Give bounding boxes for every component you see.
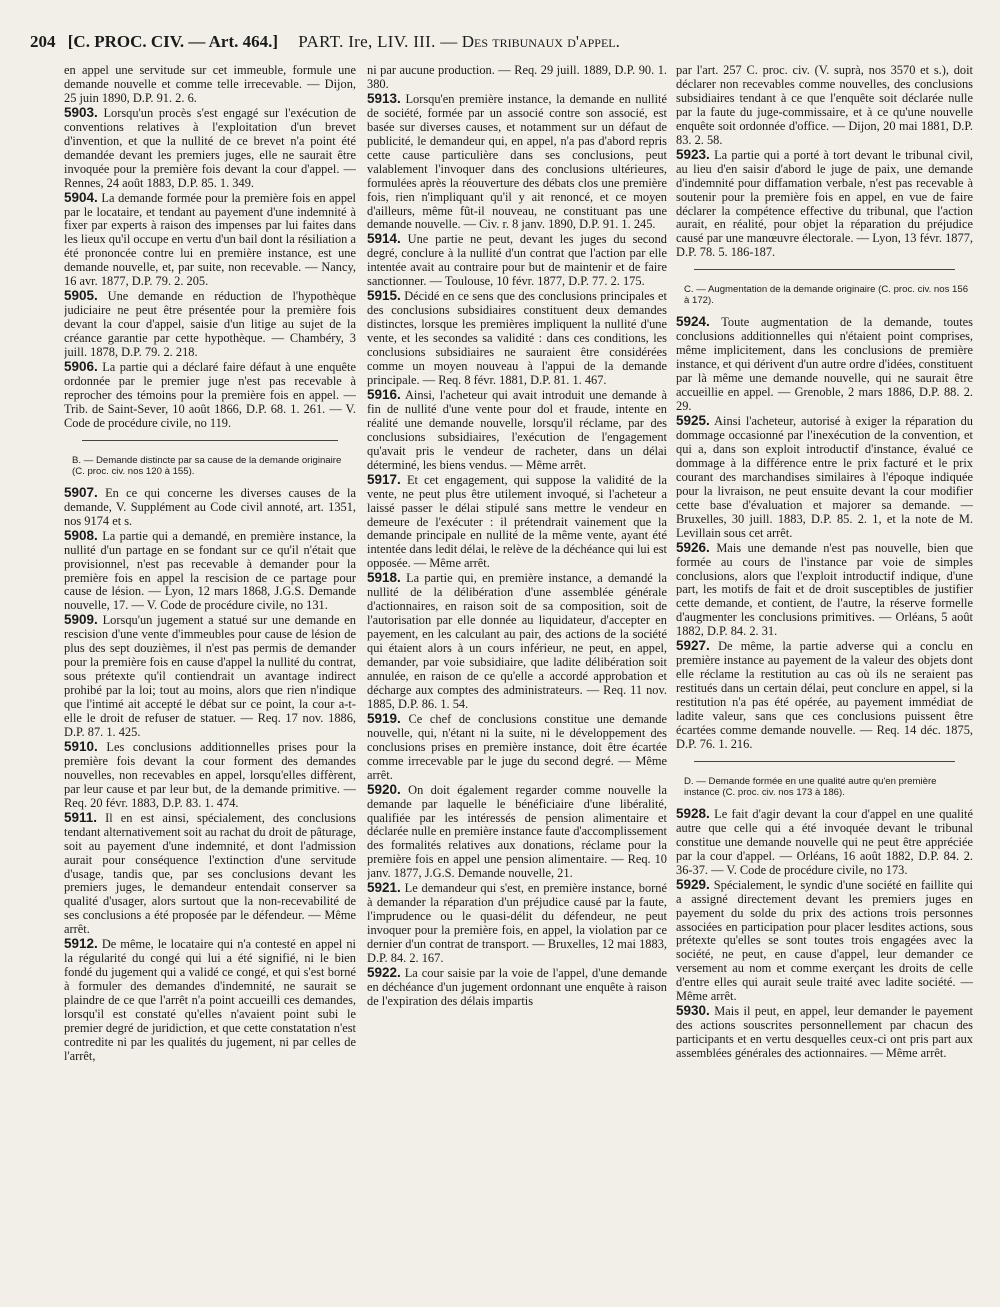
paragraph-number: 5926. bbox=[676, 539, 710, 555]
paragraph-list bbox=[676, 148, 973, 261]
paragraph-text: Il en est ainsi, spécialement, des conclusions tendant alternativement soit au rachat du droit de pâturage, soit au payement d'une indemnité, et dont l'admission aurait pour conséquence l'extinction d'une servitude d'usage, tandis que, par ses conclusions devant les premiers juges, le demandeur entendait conserver sa qualité d'usager, alors surtout que la non-recevabilité de ses conclusions a été proposée par le défendeur. — Même arrêt. bbox=[64, 810, 356, 937]
numbered-paragraph bbox=[676, 807, 973, 878]
paragraph-list bbox=[64, 486, 356, 1064]
numbered-paragraph bbox=[676, 639, 973, 752]
paragraph-list bbox=[676, 315, 973, 752]
numbered-paragraph bbox=[676, 1004, 973, 1061]
paragraph-number: 5908. bbox=[64, 527, 98, 543]
paragraph-text: La partie qui a déclaré faire défaut à une enquête ordonnée par le premier juge n'est pas recevable à reprocher des témoins pour la première fois en appel. — Trib. de Saint-Sever, 10 août 1866, D.P. 68. 1. 261. — V. Code de procédure civile, no 119. bbox=[64, 360, 356, 430]
paragraph-text: Toute augmentation de la demande, toutes conclusions additionnelles qui n'étaient point comprises, même implicitement, dans les conclusions de première instance, et qui dérivent d'un autre ordre d'idées, constituent par là même une demande nouvelle, qui ne saurait être accueillie en appel. — Grenoble, 2 mars 1886, D.P. 88. 2. 29. bbox=[676, 315, 973, 414]
numbered-paragraph bbox=[367, 473, 667, 572]
paragraph-text: De même, le locataire qui n'a contesté en appel ni la régularité du congé qui lui a été signifié, ni le bien fondé du jugement qui a validé ce congé, et qui s'est borné à formuler des demandes d'indemnité, ne saurait se plaindre de ce que l'arrêt n'a point accueilli ces demandes, lorsqu'il est constaté qu'elles n'avaient point subi le premier degré de juridiction, et que cette constatation n'est contredite ni par les qualités du jugement, ni par celles de l'arrêt, bbox=[64, 937, 356, 1063]
paragraph-number: 5923. bbox=[676, 146, 710, 162]
page-number: 204 bbox=[30, 32, 56, 51]
paragraph-number: 5930. bbox=[676, 1003, 710, 1019]
paragraph-number: 5907. bbox=[64, 484, 98, 500]
numbered-paragraph bbox=[367, 881, 667, 966]
paragraph-number: 5924. bbox=[676, 314, 710, 330]
paragraph-number: 5909. bbox=[64, 612, 98, 628]
paragraph-number: 5928. bbox=[676, 805, 710, 821]
paragraph-text: Le demandeur qui s'est, en première instance, borné à demander la réparation d'un préjudice causé par la faute, l'imprudence ou le quasi-délit du défendeur, ne peut invoquer pour la première fois, en appel, la violation par ce dernier d'un contrat de transport. — Bruxelles, 12 mai 1883, D.P. 84. 2. 167. bbox=[367, 881, 667, 966]
numbered-paragraph bbox=[676, 315, 973, 414]
numbered-paragraph bbox=[64, 740, 356, 811]
paragraph-text: Le fait d'agir devant la cour d'appel en une qualité autre que celle qui a été invoquée devant le tribunal constitue une demande nouvelle qui ne peut être appréciée par la cour d'appel. — Orléans, 16 août 1882, D.P. 84. 2. 36-37. — V. Code de procédure civile, no 173. bbox=[676, 806, 973, 877]
numbered-paragraph bbox=[64, 106, 356, 191]
paragraph-text: En ce qui concerne les diverses causes de la demande, V. Supplément au Code civil annoté, art. 1351, nos 9174 et s. bbox=[64, 485, 356, 528]
paragraph-text: Ainsi, l'acheteur qui avait introduit une demande à fin de nullité d'une vente pour dol et fraude, intente en réalité une demande nouvelle, lorsqu'il réclame, par des conclusions subsidiaires, l'exécution de l'engagement qu'avait pris le vendeur de racheter, dans un délai déterminé, les biens vendus. — Même arrêt. bbox=[367, 387, 667, 472]
paragraph-number: 5920. bbox=[367, 781, 401, 797]
numbered-paragraph bbox=[367, 783, 667, 882]
paragraph-text: La cour saisie par la voie de l'appel, d'une demande en déchéance d'un jugement ordonnant une enquête à raison de l'expiration des délais impartis bbox=[367, 966, 667, 1008]
paragraph-text: Les conclusions additionnelles prises pour la première fois devant la cour forment des demandes nouvelles, non recevables en appel, lorsqu'elles diffèrent, par leur cause et par leur but, de la demande primitive. — Req. 20 févr. 1883, D.P. 83. 1. 474. bbox=[64, 739, 356, 810]
numbered-paragraph bbox=[64, 811, 356, 938]
paragraph-number: 5903. bbox=[64, 104, 98, 120]
paragraph-text: Une partie ne peut, devant les juges du second degré, conclure à la nullité d'un contrat que l'action par elle intentée avait au contraire pour but de maintenir et de faire sanctionner. — Toulouse, 10 févr. 1877, D.P. 77. 2. 175. bbox=[367, 232, 667, 289]
paragraph-number: 5915. bbox=[367, 288, 401, 304]
numbered-paragraph bbox=[676, 148, 973, 261]
paragraph-number: 5914. bbox=[367, 231, 401, 247]
paragraph-text: La partie qui, en première instance, a demandé la nullité de la délibération d'une assemblée générale d'actionnaires, en raison soit de sa composition, soit de l'autorisation par elle donnée au liquidateur, d'accepter en payement, en les calculant au pair, des actions de la société qui étaient alors à un cours inférieur, ne peut, en appel, demander, par voie subsidiaire, que ladite délibération soit annulée, en raison de ce qu'elle a accordé approbation et décharge aux comptes des administrateurs. — Req. 11 nov. 1885, D.P. 86. 1. 54. bbox=[367, 571, 667, 711]
paragraph-list bbox=[367, 92, 667, 1009]
running-title: Des tribunaux d'appel. bbox=[461, 32, 620, 51]
paragraph-number: 5925. bbox=[676, 413, 710, 429]
paragraph-text: Et cet engagement, qui suppose la validité de la vente, ne peut plus être utilement invoqué, si l'acheteur a laissé passer le délai stipulé sans mettre le vendeur en demeure de l'exécuter : il prétendrait vainement que la demande principale en nullité de la même vente, ayant été intentée dans ledit délai, le relève de la déchéance qui lui est opposée. — Même arrêt. bbox=[367, 472, 667, 571]
paragraph-text: Ce chef de conclusions constitue une demande nouvelle, qui, n'étant ni la suite, ni le développement des conclusions prises en première instance, doit être écartée comme irrecevable par le juge du second degré. — Même arrêt. bbox=[367, 711, 667, 782]
paragraph-text: Décidé en ce sens que des conclusions principales et des conclusions subsidiaires constituent deux demandes distinctes, lorsque les premières impliquent la nullité d'une vente, et les secondes sa validité : dans ces conditions, les conclusions subsidiaires ne sauraient être considérées comme un moyen nouveau à l'appui de la demande principale. — Req. 8 févr. 1881, D.P. 81. 1. 467. bbox=[367, 289, 667, 387]
numbered-paragraph bbox=[64, 486, 356, 529]
paragraph-number: 5919. bbox=[367, 710, 401, 726]
section-heading-b: B. — Demande distincte par sa cause de la demande originaire (C. proc. civ. nos 120 à 155). bbox=[72, 454, 342, 477]
paragraph-number: 5911. bbox=[64, 809, 98, 825]
paragraph-text: La demande formée pour la première fois en appel par le locataire, et tendant au payement d'une indemnité à fixer par experts à raison des impenses par lui faites dans les lieux qu'il occupe en vertu d'un bail dont la résiliation a été prononcée contre lui en première instance, est une demande nouvelle, et, par suite, non recevable. — Nancy, 16 avr. 1877, D.P. 79. 2. 205. bbox=[64, 190, 356, 289]
paragraph-text: La partie qui a porté à tort devant le tribunal civil, au lieu d'en saisir d'abord le juge de paix, une demande d'indemnité pour diffamation verbale, n'est pas recevable à soutenir pour la première fois en appel, en vue de faire déclarer la compétence effective du tribunal, que l'action aurait, en réalité, pour objet la réparation du préjudice causé par une manœuvre électorale. — Lyon, 13 févr. 1877, D.P. 78. 5. 186-187. bbox=[676, 147, 973, 260]
paragraph-number: 5922. bbox=[367, 965, 401, 980]
paragraph-text: On doit également regarder comme nouvelle la demande par laquelle le bénéficiaire d'une libéralité, qualifiée par les intéressés de pension alimentaire et déclarée nulle en première instance faute d'accomplissement des formalités relatives aux donations, réclame pour la première fois en appel une pension alimentaire. — Req. 10 janv. 1877, J.G.S. Demande nouvelle, 21. bbox=[367, 782, 667, 881]
numbered-paragraph bbox=[367, 92, 667, 233]
paragraph-text: La partie qui a demandé, en première instance, la nullité d'un partage en se fondant sur ce qu'il n'était que provisionnel, n'est pas recevable à demander pour la première fois en appel la rescision de ce partage pour cause de lésion. — Lyon, 12 mars 1868, J.G.S. Demande nouvelle, 17. — V. Code de procédure civile, no 131. bbox=[64, 528, 356, 613]
paragraph-number: 5917. bbox=[367, 471, 401, 487]
section-heading-c: C. — Augmentation de la demande originaire (C. proc. civ. nos 156 à 172). bbox=[684, 284, 969, 307]
paragraph-text: Lorsqu'un jugement a statué sur une demande en rescision d'une vente d'immeubles pour cause de lésion de plus des sept douzièmes, il n'est pas permis de demander pour la première fois en cause d'appel la nullité du contrat, sous prétexte qu'il contiendrait un avantage indirect prohibé par la loi; tout au moins, alors que rien n'indique que l'intimé ait accepté le débat sur ce point, la cour a-t-elle le droit de refuser de statuer. — Req. 17 nov. 1886, D.P. 87. 1. 425. bbox=[64, 613, 356, 739]
section-divider bbox=[694, 761, 955, 762]
paragraph-number: 5910. bbox=[64, 738, 98, 754]
article-reference: [C. PROC. CIV. — Art. 464.] bbox=[67, 32, 279, 51]
section-heading-d: D. — Demande formée en une qualité autre qu'en première instance (C. proc. civ. nos 173 à 186). bbox=[684, 775, 937, 798]
numbered-paragraph bbox=[367, 571, 667, 712]
numbered-paragraph bbox=[367, 289, 667, 388]
numbered-paragraph bbox=[367, 966, 667, 1009]
numbered-paragraph bbox=[64, 529, 356, 614]
paragraph-list bbox=[676, 807, 973, 1061]
continuation-text: par l'art. 257 C. proc. civ. (V. suprà, nos 3570 et s.), doit déclarer non recevables comme nouvelles, des conclusions subsidiaires tendant à ce que l'enquête soit déclarée nulle par la faute du juge-commissaire, et à ce qu'une nouvelle enquête soit ordonnée d'office. — Dijon, 20 mai 1881, D.P. 83. 2. 58. bbox=[676, 64, 973, 147]
page-header bbox=[30, 32, 970, 54]
section-divider bbox=[82, 440, 338, 441]
paragraph-number: 5905. bbox=[64, 288, 98, 304]
text-column-3 bbox=[676, 64, 973, 1296]
continuation-text: ni par aucune production. — Req. 29 juill. 1889, D.P. 90. 1. 380. bbox=[367, 64, 667, 91]
numbered-paragraph bbox=[64, 937, 356, 1064]
text-column-2 bbox=[367, 64, 667, 1296]
continuation-text: en appel une servitude sur cet immeuble, formule une demande nouvelle et comme telle irrecevable. — Dijon, 25 juin 1890, D.P. 91. 2. 6. bbox=[64, 64, 356, 105]
numbered-paragraph bbox=[64, 289, 356, 360]
paragraph-number: 5918. bbox=[367, 570, 401, 586]
numbered-paragraph bbox=[676, 414, 973, 541]
paragraph-number: 5906. bbox=[64, 359, 98, 375]
section-divider bbox=[694, 269, 955, 270]
numbered-paragraph bbox=[676, 541, 973, 640]
paragraph-number: 5904. bbox=[64, 189, 98, 205]
numbered-paragraph bbox=[367, 712, 667, 783]
paragraph-text: Ainsi l'acheteur, autorisé à exiger la réparation du dommage occasionné par l'inexécution de la convention, et qui a, dans son exploit introductif d'instance, évalué ce dommage à la différence entre le prix facturé et le prix courant des marchandises similaires à l'époque indiquée pour la livraison, ne peut ensuite devant la cour modifier cette base d'évaluation et majorer sa demande. — Bruxelles, 30 juill. 1883, D.P. 85. 2. 1, et la note de M. Levillain sous cet arrêt. bbox=[676, 414, 973, 540]
paragraph-number: 5912. bbox=[64, 936, 98, 952]
paragraph-text: Mais une demande n'est pas nouvelle, bien que formée au cours de l'instance par voie de simples conclusions, alors que l'exploit introductif indique, d'une part, les motifs de fait et de droit susceptibles de justifier cette demande, et contient, de l'autre, la réserve formelle d'augmenter les conclusions primitives. — Orléans, 5 août 1882, D.P. 84. 2. 31. bbox=[676, 540, 973, 639]
paragraph-number: 5916. bbox=[367, 386, 401, 402]
paragraph-text: Spécialement, le syndic d'une société en faillite qui a assigné directement devant les premiers juges en payement du solde du prix des actions trois personnes associées en participation pour placer lesdites actions, sous prétexte qu'elles se sont toutes trois engagées avec la société, ne peut, en cause d'appel, leur demander ce versement au nom et comme exerçant les droits de celle d'entre elles qui aurait seule traité avec ladite société. — Même arrêt. bbox=[676, 877, 973, 1004]
text-column-1 bbox=[64, 64, 356, 1296]
numbered-paragraph bbox=[64, 191, 356, 290]
numbered-paragraph bbox=[64, 613, 356, 740]
paragraph-text: De même, la partie adverse qui a conclu en première instance au payement de la valeur des objets dont elle réclame la restitution au cas où ils ne seraient pas restitués dans un certain délai, peut conclure en appel, si la restitution n'a pas été opérée, au payement immédiat de ladite valeur, sans que ces conclusions puissent être écartées comme demande nouvelle. — Req. 14 déc. 1875, D.P. 76. 1. 216. bbox=[676, 639, 973, 751]
numbered-paragraph bbox=[64, 360, 356, 431]
paragraph-list bbox=[64, 106, 356, 431]
paragraph-number: 5921. bbox=[367, 880, 401, 896]
paragraph-text: Lorsqu'un procès s'est engagé sur l'exécution de conventions relatives à l'exploitation d'un brevet d'invention, et que la nullité de ce brevet n'a point été demandée devant les premiers juges, elle ne saurait être invoquée pour la première fois devant la cour d'appel. — Rennes, 24 août 1883, D.P. 85. 1. 349. bbox=[64, 105, 356, 190]
paragraph-number: 5929. bbox=[676, 876, 710, 892]
numbered-paragraph bbox=[367, 388, 667, 473]
part-label: PART. Ire, LIV. III. — bbox=[298, 32, 458, 51]
paragraph-text: Lorsqu'en première instance, la demande en nullité de société, formée par un associé contre son associé, est basée sur diverses causes, et notamment sur un défaut de publicité, le demandeur qui, en appel, n'a pas d'abord repris cette cause particulière dans ses conclusions, peut valablement l'invoquer dans des conclusions ultérieures, formulées après la réouverture des débats clos une première fois, rien n'impliquant qu'il y ait renoncé, et ce moyen d'ailleurs, même fût-il nouveau, ne constituant pas une demande nouvelle. — Civ. r. 8 janv. 1890, D.P. 91. 1. 245. bbox=[367, 91, 667, 232]
numbered-paragraph bbox=[676, 878, 973, 1005]
paragraph-text: Mais il peut, en appel, leur demander le payement des actions souscrites personnellement par chacun des participants et en vertu desquelles ceux-ci ont pris part aux assemblées générales des actionnaires. — Même arrêt. bbox=[676, 1004, 973, 1061]
paragraph-number: 5927. bbox=[676, 638, 710, 654]
numbered-paragraph bbox=[367, 232, 667, 289]
paragraph-text: Une demande en réduction de l'hypothèque judiciaire ne peut être présentée pour la première fois devant la cour d'appel, saisie d'un litige au sujet de la créance garantie par cette hypothèque. — Chambéry, 3 juill. 1878, D.P. 79. 2. 218. bbox=[64, 289, 356, 360]
paragraph-number: 5913. bbox=[367, 90, 401, 106]
